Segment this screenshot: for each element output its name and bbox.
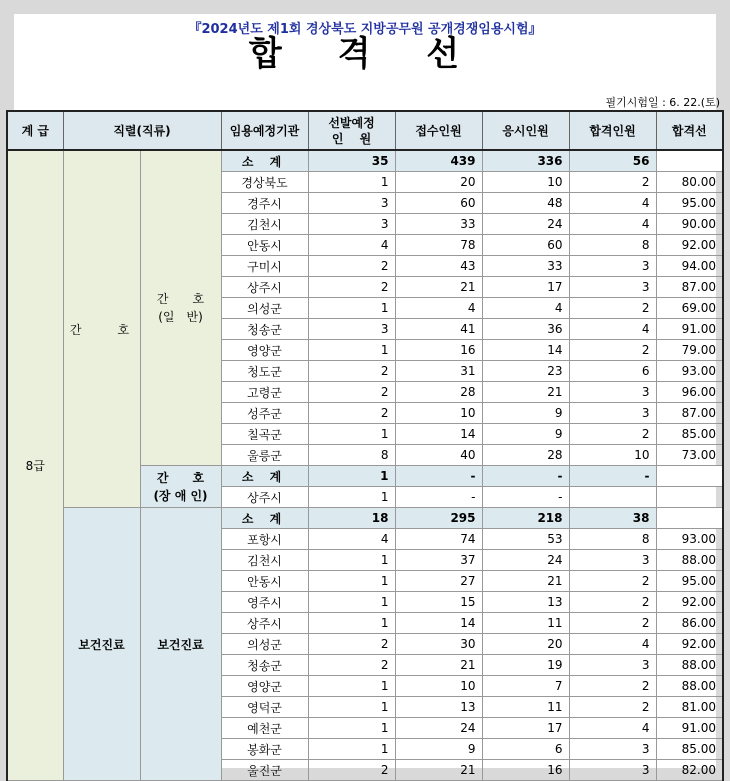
- cell-passed: 2: [569, 298, 656, 319]
- cell-applied: 10: [395, 403, 482, 424]
- table-row-subtotal: [7, 150, 723, 172]
- col-planned-line1: 선발예정: [328, 115, 375, 130]
- cell-applied: 295: [395, 508, 482, 529]
- cell-taken: 24: [482, 550, 569, 571]
- cell-applied: 60: [395, 193, 482, 214]
- cell-planned: 2: [308, 655, 395, 676]
- cell-planned: 4: [308, 235, 395, 256]
- cell-applied: 40: [395, 445, 482, 466]
- cell-passed: 8: [569, 529, 656, 550]
- cell-applied: 14: [395, 424, 482, 445]
- cell-planned: 3: [308, 193, 395, 214]
- cell-cutoff: 88.00: [656, 655, 723, 676]
- cell-cutoff: 93.00: [656, 529, 723, 550]
- cell-taken: 33: [482, 256, 569, 277]
- cell-applied: 16: [395, 340, 482, 361]
- cell-passed: 8: [569, 235, 656, 256]
- cell-passed: 3: [569, 550, 656, 571]
- cell-cutoff: 96.00: [656, 382, 723, 403]
- cell-passed: 4: [569, 214, 656, 235]
- cell-applied: 439: [395, 150, 482, 172]
- cell-planned: 18: [308, 508, 395, 529]
- cell-taken: 14: [482, 340, 569, 361]
- cell-taken: 60: [482, 235, 569, 256]
- cell-applied: 43: [395, 256, 482, 277]
- cell-passed: 2: [569, 592, 656, 613]
- cell-planned: 1: [308, 739, 395, 760]
- cell-passed: 3: [569, 403, 656, 424]
- cell-passed: 4: [569, 634, 656, 655]
- cell-applied: 37: [395, 550, 482, 571]
- cell-cutoff: 85.00: [656, 424, 723, 445]
- cell-passed: 3: [569, 382, 656, 403]
- cell-passed: 3: [569, 655, 656, 676]
- cell-taken: 13: [482, 592, 569, 613]
- col-org: 임용예정기관: [221, 111, 308, 150]
- cell-org: 영양군: [221, 676, 308, 697]
- cell-cutoff: 90.00: [656, 214, 723, 235]
- cell-org: 영주시: [221, 592, 308, 613]
- cell-cutoff: 92.00: [656, 634, 723, 655]
- cell-planned: 35: [308, 150, 395, 172]
- cell-passed: 4: [569, 319, 656, 340]
- cell-org: 김천시: [221, 550, 308, 571]
- cell-applied: 21: [395, 655, 482, 676]
- grade-cell: 8급: [7, 150, 63, 781]
- cell-passed: 2: [569, 424, 656, 445]
- cell-applied: 21: [395, 277, 482, 298]
- document-sheet: [14, 14, 720, 778]
- cell-org: 청송군: [221, 655, 308, 676]
- col-taken: 응시인원: [482, 111, 569, 150]
- table-header-row: [7, 111, 723, 150]
- cell-org: 상주시: [221, 613, 308, 634]
- cell-planned: 1: [308, 466, 395, 487]
- subtotal-label: 소 계: [221, 150, 308, 172]
- cell-planned: 1: [308, 613, 395, 634]
- cell-taken: 218: [482, 508, 569, 529]
- cell-org: 청송군: [221, 319, 308, 340]
- col-grade: 계 급: [7, 111, 63, 150]
- subtotal-label: 소 계: [221, 466, 308, 487]
- cell-org: 상주시: [221, 487, 308, 508]
- subseries-nursing-general-line2: (일 반): [158, 310, 203, 324]
- cell-taken: 11: [482, 613, 569, 634]
- cell-planned: 1: [308, 424, 395, 445]
- cell-org: 청도군: [221, 361, 308, 382]
- cell-taken: 28: [482, 445, 569, 466]
- cell-taken: 23: [482, 361, 569, 382]
- exam-supertitle: 『2024년도 제1회 경상북도 지방공무원 공개경쟁임용시험』: [188, 22, 542, 37]
- cell-org: 성주군: [221, 403, 308, 424]
- cell-applied: 10: [395, 676, 482, 697]
- cell-applied: 13: [395, 697, 482, 718]
- cell-planned: 1: [308, 718, 395, 739]
- cell-passed: 3: [569, 760, 656, 781]
- cell-planned: 2: [308, 403, 395, 424]
- cell-passed: -: [569, 466, 656, 487]
- cell-taken: 6: [482, 739, 569, 760]
- subseries-nursing-disabled-line1: 간 호: [156, 470, 205, 485]
- subseries-nursing-general-line1: 간 호: [156, 292, 205, 306]
- cell-planned: 1: [308, 172, 395, 193]
- cell-taken: 21: [482, 382, 569, 403]
- cell-taken: 17: [482, 277, 569, 298]
- cell-taken: 19: [482, 655, 569, 676]
- cell-taken: 10: [482, 172, 569, 193]
- cell-taken: 48: [482, 193, 569, 214]
- cell-passed: 2: [569, 340, 656, 361]
- cell-planned: 3: [308, 319, 395, 340]
- cell-cutoff: 87.00: [656, 403, 723, 424]
- cell-org: 영덕군: [221, 697, 308, 718]
- cell-planned: 2: [308, 277, 395, 298]
- cell-cutoff: 85.00: [656, 739, 723, 760]
- cell-passed: 6: [569, 361, 656, 382]
- cell-applied: 27: [395, 571, 482, 592]
- exam-date: 필기시험일 : 6. 22.(토): [605, 96, 720, 109]
- cell-planned: 8: [308, 445, 395, 466]
- cell-applied: 24: [395, 718, 482, 739]
- cell-applied: 20: [395, 172, 482, 193]
- table-row-subtotal: [7, 508, 723, 529]
- subseries-health: 보건진료: [140, 508, 221, 781]
- cell-cutoff: 69.00: [656, 298, 723, 319]
- cell-taken: 16: [482, 760, 569, 781]
- cell-applied: 28: [395, 382, 482, 403]
- subseries-nursing-general: [140, 150, 221, 466]
- series-health: 보건진료: [63, 508, 140, 781]
- cell-org: 의성군: [221, 298, 308, 319]
- cell-cutoff: 95.00: [656, 571, 723, 592]
- cell-taken: 11: [482, 697, 569, 718]
- cell-passed: 2: [569, 697, 656, 718]
- cell-taken: 53: [482, 529, 569, 550]
- cell-org: 안동시: [221, 571, 308, 592]
- cell-planned: 2: [308, 361, 395, 382]
- cell-planned: 4: [308, 529, 395, 550]
- cell-cutoff: 87.00: [656, 277, 723, 298]
- cell-passed: 3: [569, 739, 656, 760]
- cell-org: 경상북도: [221, 172, 308, 193]
- cell-planned: 2: [308, 634, 395, 655]
- cell-passed: 38: [569, 508, 656, 529]
- cell-applied: 21: [395, 760, 482, 781]
- cell-cutoff: 80.00: [656, 172, 723, 193]
- cell-cutoff: 88.00: [656, 676, 723, 697]
- cell-cutoff: 86.00: [656, 613, 723, 634]
- cell-applied: 31: [395, 361, 482, 382]
- cutoff-table: [6, 110, 724, 781]
- cell-passed: 2: [569, 571, 656, 592]
- cell-taken: 21: [482, 571, 569, 592]
- cell-cutoff: [656, 466, 723, 487]
- cell-taken: -: [482, 466, 569, 487]
- cell-passed: 4: [569, 193, 656, 214]
- cell-org: 봉화군: [221, 739, 308, 760]
- cell-passed: 2: [569, 613, 656, 634]
- cell-cutoff: 91.00: [656, 718, 723, 739]
- cell-org: 상주시: [221, 277, 308, 298]
- cell-cutoff: 79.00: [656, 340, 723, 361]
- cell-passed: [569, 487, 656, 508]
- cell-passed: 3: [569, 277, 656, 298]
- series-nursing: 간 호: [63, 150, 140, 508]
- cell-taken: 336: [482, 150, 569, 172]
- cell-org: 칠곡군: [221, 424, 308, 445]
- cell-cutoff: 81.00: [656, 697, 723, 718]
- cell-passed: 10: [569, 445, 656, 466]
- cell-cutoff: [656, 508, 723, 529]
- cell-org: 김천시: [221, 214, 308, 235]
- cell-applied: 14: [395, 613, 482, 634]
- cell-planned: 3: [308, 214, 395, 235]
- cell-org: 구미시: [221, 256, 308, 277]
- subseries-nursing-disabled-line2: (장 애 인): [153, 488, 208, 503]
- cell-taken: 20: [482, 634, 569, 655]
- cell-cutoff: 94.00: [656, 256, 723, 277]
- cell-taken: 17: [482, 718, 569, 739]
- cell-applied: 78: [395, 235, 482, 256]
- cell-passed: 4: [569, 718, 656, 739]
- cell-taken: 9: [482, 403, 569, 424]
- cell-passed: 56: [569, 150, 656, 172]
- cell-planned: 1: [308, 697, 395, 718]
- cell-planned: 1: [308, 298, 395, 319]
- cell-applied: -: [395, 466, 482, 487]
- cell-planned: 1: [308, 340, 395, 361]
- col-planned: [308, 111, 395, 150]
- cell-org: 안동시: [221, 235, 308, 256]
- cell-applied: 9: [395, 739, 482, 760]
- cell-applied: -: [395, 487, 482, 508]
- cell-org: 영양군: [221, 340, 308, 361]
- cell-cutoff: 73.00: [656, 445, 723, 466]
- cell-org: 울진군: [221, 760, 308, 781]
- cell-taken: 9: [482, 424, 569, 445]
- cell-planned: 1: [308, 592, 395, 613]
- col-cutoff: 합격선: [656, 111, 723, 150]
- cell-taken: -: [482, 487, 569, 508]
- cell-cutoff: 91.00: [656, 319, 723, 340]
- cell-cutoff: 88.00: [656, 550, 723, 571]
- col-planned-line2: 인 원: [331, 131, 372, 146]
- cell-planned: 1: [308, 676, 395, 697]
- cell-applied: 15: [395, 592, 482, 613]
- page-title: 합 격 선: [248, 34, 482, 74]
- cell-taken: 4: [482, 298, 569, 319]
- cell-cutoff: 95.00: [656, 193, 723, 214]
- cell-planned: 1: [308, 571, 395, 592]
- cell-cutoff: 93.00: [656, 361, 723, 382]
- cell-taken: 36: [482, 319, 569, 340]
- cell-passed: 2: [569, 172, 656, 193]
- subtotal-label: 소 계: [221, 508, 308, 529]
- cell-passed: 2: [569, 676, 656, 697]
- cell-org: 울릉군: [221, 445, 308, 466]
- cell-applied: 4: [395, 298, 482, 319]
- cell-taken: 24: [482, 214, 569, 235]
- subseries-nursing-disabled: [140, 466, 221, 508]
- cell-applied: 33: [395, 214, 482, 235]
- cell-planned: 2: [308, 256, 395, 277]
- cell-applied: 30: [395, 634, 482, 655]
- cell-org: 경주시: [221, 193, 308, 214]
- cell-cutoff: [656, 150, 723, 172]
- cell-planned: 2: [308, 382, 395, 403]
- cell-applied: 41: [395, 319, 482, 340]
- cell-planned: 1: [308, 487, 395, 508]
- col-passed: 합격인원: [569, 111, 656, 150]
- cell-cutoff: 92.00: [656, 592, 723, 613]
- cell-org: 의성군: [221, 634, 308, 655]
- cell-cutoff: [656, 487, 723, 508]
- cell-passed: 3: [569, 256, 656, 277]
- cell-taken: 7: [482, 676, 569, 697]
- cell-org: 고령군: [221, 382, 308, 403]
- cell-org: 포항시: [221, 529, 308, 550]
- cell-planned: 2: [308, 760, 395, 781]
- cell-planned: 1: [308, 550, 395, 571]
- col-job: 직렬(직류): [63, 111, 221, 150]
- cell-applied: 74: [395, 529, 482, 550]
- col-applied: 접수인원: [395, 111, 482, 150]
- cell-org: 예천군: [221, 718, 308, 739]
- cell-cutoff: 82.00: [656, 760, 723, 781]
- cell-cutoff: 92.00: [656, 235, 723, 256]
